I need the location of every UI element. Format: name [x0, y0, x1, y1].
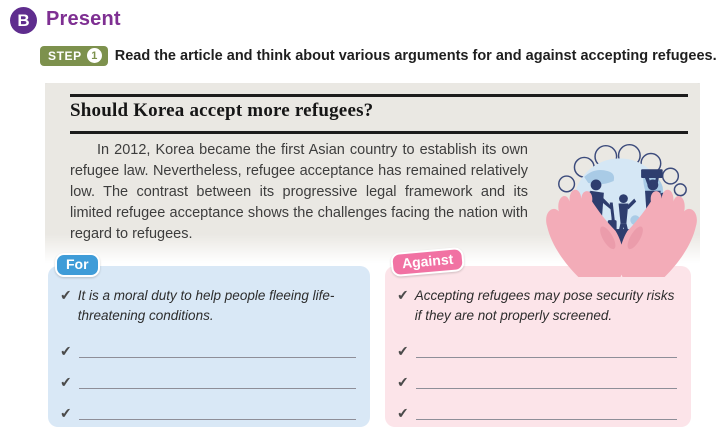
check-icon: ✔	[396, 286, 410, 304]
answer-row	[397, 341, 677, 358]
argument-text: It is a moral duty to help people fleeing life-threatening conditions.	[77, 288, 335, 324]
section-badge: B	[10, 7, 37, 34]
answer-row	[397, 403, 677, 420]
title-rule-top	[70, 94, 688, 97]
step-row	[40, 46, 717, 66]
against-tag: Against	[390, 247, 465, 277]
answer-row	[397, 372, 677, 389]
for-box	[48, 266, 370, 427]
answer-row	[60, 403, 356, 420]
step-badge	[40, 46, 108, 66]
against-box	[385, 266, 691, 427]
argument-item	[397, 286, 677, 327]
article-title: Should Korea accept more refugees?	[70, 100, 374, 121]
answer-blank[interactable]	[416, 340, 677, 358]
answer-blank[interactable]	[79, 402, 356, 420]
for-tag: For	[55, 253, 100, 277]
answer-blank[interactable]	[416, 371, 677, 389]
check-icon: ✔	[396, 342, 410, 359]
check-icon: ✔	[59, 373, 73, 390]
step-instruction: Read the article and think about various arguments for and against accepting refugees.	[114, 48, 717, 64]
answer-blank[interactable]	[79, 371, 356, 389]
step-number: 1	[87, 48, 102, 63]
answer-row	[60, 372, 356, 389]
article-body: In 2012, Korea became the first Asian country to establish its own refugee law. Nevertheless, refugee acceptance has remained relatively low. The contrast between its progressive legal framework and its limited refugee acceptance shows the challenges facing the nation with regard to refugees.	[70, 142, 528, 242]
argument-item	[60, 286, 356, 327]
check-icon: ✔	[396, 373, 410, 390]
argument-text: Accepting refugees may pose security risks if they are not properly screened.	[414, 288, 675, 324]
answer-blank[interactable]	[79, 340, 356, 358]
check-icon: ✔	[59, 342, 73, 359]
check-icon: ✔	[59, 404, 73, 421]
check-icon: ✔	[59, 286, 73, 304]
check-icon: ✔	[396, 404, 410, 421]
answer-blank[interactable]	[416, 402, 677, 420]
answer-row	[60, 341, 356, 358]
page-title: Present	[46, 8, 121, 30]
hands-globe-illustration	[533, 130, 710, 277]
step-badge-label: STEP	[48, 48, 82, 63]
